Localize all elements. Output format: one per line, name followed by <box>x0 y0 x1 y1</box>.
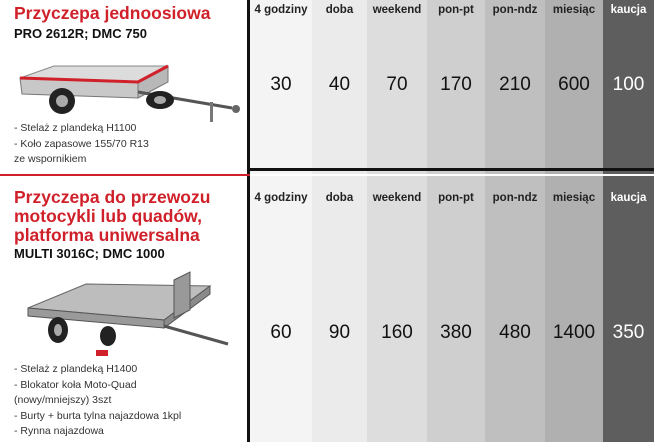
column-header: weekend <box>372 4 422 16</box>
column-header: doba <box>325 4 354 16</box>
divider-line <box>247 176 250 442</box>
feature-item: - Koło zapasowe 155/70 R13 <box>14 137 149 150</box>
price-value: 60 <box>270 322 292 343</box>
price-value: 100 <box>612 74 645 95</box>
trailer-2-model: MULTI 3016C; DMC 1000 <box>14 246 165 261</box>
trailer-1-price-table <box>250 0 654 174</box>
trailer-2-price-table <box>250 176 654 442</box>
trailer-2-features <box>14 362 181 440</box>
column-header: pon-pt <box>438 192 474 204</box>
feature-item: - Burty + burta tylna najazdowa 1kpl <box>14 409 182 422</box>
price-value: 350 <box>612 322 645 343</box>
trailer-2-info <box>0 176 248 442</box>
price-value: 210 <box>499 74 531 95</box>
price-value: 160 <box>381 322 413 343</box>
trailer-2-section <box>0 176 654 442</box>
trailer-2-image <box>14 268 238 358</box>
price-value: 1400 <box>552 322 596 343</box>
column-header: pon-ndz <box>492 192 538 204</box>
trailer-2-title-line-3: platforma uniwersalna <box>14 225 200 245</box>
feature-item: ze wspornikiem <box>14 153 87 165</box>
column-header: miesiąc <box>552 4 596 16</box>
column-header: 4 godziny <box>254 4 308 16</box>
price-value: 90 <box>328 322 351 343</box>
column-header: weekend <box>372 192 422 204</box>
price-value: 70 <box>386 74 408 95</box>
divider-line <box>247 0 250 174</box>
trailer-1-model: PRO 2612R; DMC 750 <box>14 26 147 41</box>
feature-item: - Blokator koła Moto-Quad <box>14 378 137 391</box>
price-value: 170 <box>440 74 472 95</box>
divider-line <box>247 168 654 171</box>
feature-item: - Rynna najazdowa <box>14 425 104 437</box>
column-header: kaucja <box>610 192 647 204</box>
feature-item: - Stelaż z plandeką H1100 <box>14 122 137 134</box>
price-value: 30 <box>270 74 292 95</box>
column-header: pon-ndz <box>492 4 538 16</box>
trailer-2-title-line-1: Przyczepa do przewozu <box>14 187 211 207</box>
column-header: kaucja <box>610 4 647 16</box>
price-value: 380 <box>440 322 472 343</box>
feature-item: - Stelaż z plandeką H1400 <box>14 363 138 375</box>
trailer-1-section <box>0 0 654 174</box>
feature-item: (nowy/mniejszy) 3szt <box>14 394 112 406</box>
trailer-1-title: Przyczepa jednoosiowa <box>14 3 211 23</box>
price-value: 40 <box>328 74 351 95</box>
trailer-2-title-line-2: motocykli lub quadów, <box>14 206 202 226</box>
column-header: miesiąc <box>552 192 596 204</box>
trailer-1-features <box>14 121 149 168</box>
column-header: doba <box>325 192 354 204</box>
price-value: 600 <box>558 74 590 95</box>
trailer-1-image <box>10 46 242 124</box>
column-header: pon-pt <box>438 4 474 16</box>
trailer-1-info <box>0 0 248 174</box>
price-value: 480 <box>499 322 531 343</box>
column-header: 4 godziny <box>254 192 308 204</box>
